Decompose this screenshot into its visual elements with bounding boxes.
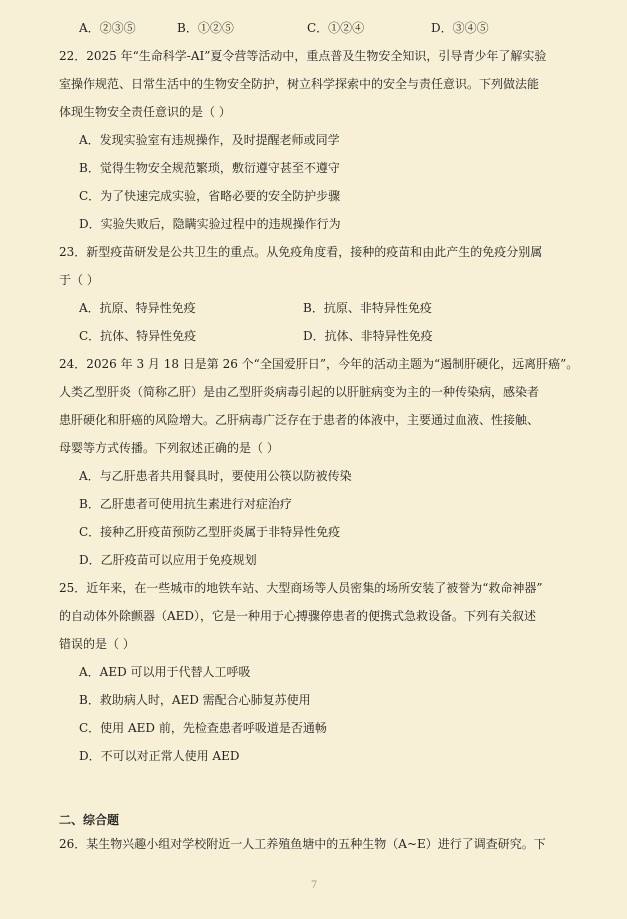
question-22-line-1: 22．2025 年“生命科学-AI”夏令营等活动中，重点普及生物安全知识，引导青少年了解实验	[59, 49, 547, 63]
question-24-option-a: A．与乙肝患者共用餐具时，要使用公筷以防被传染	[79, 469, 352, 483]
question-24-option-b: B．乙肝患者可使用抗生素进行对症治疗	[79, 497, 292, 511]
question-24-line-1: 24．2026 年 3 月 18 日是第 26 个“全国爱肝日”，今年的活动主题为“遏制肝硬化，远离肝癌”。	[59, 357, 579, 371]
question-25-option-a: A．AED 可以用于代替人工呼吸	[79, 665, 251, 679]
question-25-line-2: 的自动体外除颤器（AED），它是一种用于心搏骤停患者的便携式急救设备。下列有关叙述	[59, 609, 537, 623]
question-23-line-1: 23．新型疫苗研发是公共卫生的重点。从免疫角度看，接种的疫苗和由此产生的免疫分别属	[59, 245, 543, 259]
question-25-option-d: D．不可以对正常人使用 AED	[79, 749, 240, 763]
question-22-option-b: B．觉得生物安全规范繁琐，敷衍遵守甚至不遵守	[79, 161, 340, 175]
question-25-option-c: C．使用 AED 前，先检查患者呼吸道是否通畅	[79, 721, 327, 735]
previous-question-options	[79, 16, 579, 40]
question-22-option-c: C．为了快速完成实验，省略必要的安全防护步骤	[79, 189, 341, 203]
option-a: A．②③⑤	[79, 21, 136, 35]
question-23-line-2: 于（ ）	[59, 273, 99, 287]
question-25-option-b: B．救助病人时，AED 需配合心肺复苏使用	[79, 693, 311, 707]
question-23-option-b: B．抗原、非特异性免疫	[303, 301, 432, 315]
question-24-option-c: C．接种乙肝疫苗预防乙型肝炎属于非特异性免疫	[79, 525, 341, 539]
question-24-line-2: 人类乙型肝炎（简称乙肝）是由乙型肝炎病毒引起的以肝脏病变为主的一种传染病，感染者	[59, 385, 540, 399]
question-26-line-1: 26．某生物兴趣小组对学校附近一人工养殖鱼塘中的五种生物（A~E）进行了调查研究。下	[59, 837, 546, 851]
question-24-option-d: D．乙肝疫苗可以应用于免疫规划	[79, 553, 257, 567]
question-24-line-4: 母婴等方式传播。下列叙述正确的是（ ）	[59, 441, 279, 455]
question-24-line-3: 患肝硬化和肝癌的风险增大。乙肝病毒广泛存在于患者的体液中，主要通过血液、性接触、	[59, 413, 540, 427]
question-23-option-d: D．抗体、非特异性免疫	[303, 329, 433, 343]
question-23-options-row-2	[79, 324, 549, 348]
question-22-line-3: 体现生物安全责任意识的是（ ）	[59, 105, 231, 119]
page-number: 7	[310, 880, 318, 891]
option-c: C．①②④	[307, 21, 365, 35]
section-heading: 二、综合题	[59, 813, 120, 827]
question-23-option-c: C．抗体、特异性免疫	[79, 329, 197, 343]
question-22-option-a: A．发现实验室有违规操作，及时提醒老师或同学	[79, 133, 340, 147]
question-23-option-a: A．抗原、特异性免疫	[79, 301, 196, 315]
question-25-line-1: 25．近年来，在一些城市的地铁车站、大型商场等人员密集的场所安装了被誉为“救命神器”	[59, 581, 543, 595]
question-22-option-d: D．实验失败后，隐瞒实验过程中的违规操作行为	[79, 217, 341, 231]
option-d: D．③④⑤	[431, 21, 489, 35]
option-b: B．①②⑤	[177, 21, 234, 35]
question-23-options-row-1	[79, 296, 549, 320]
question-25-line-3: 错误的是（ ）	[59, 637, 135, 651]
question-22-line-2: 室操作规范、日常生活中的生物安全防护，树立科学探索中的安全与责任意识。下列做法能	[59, 77, 540, 91]
